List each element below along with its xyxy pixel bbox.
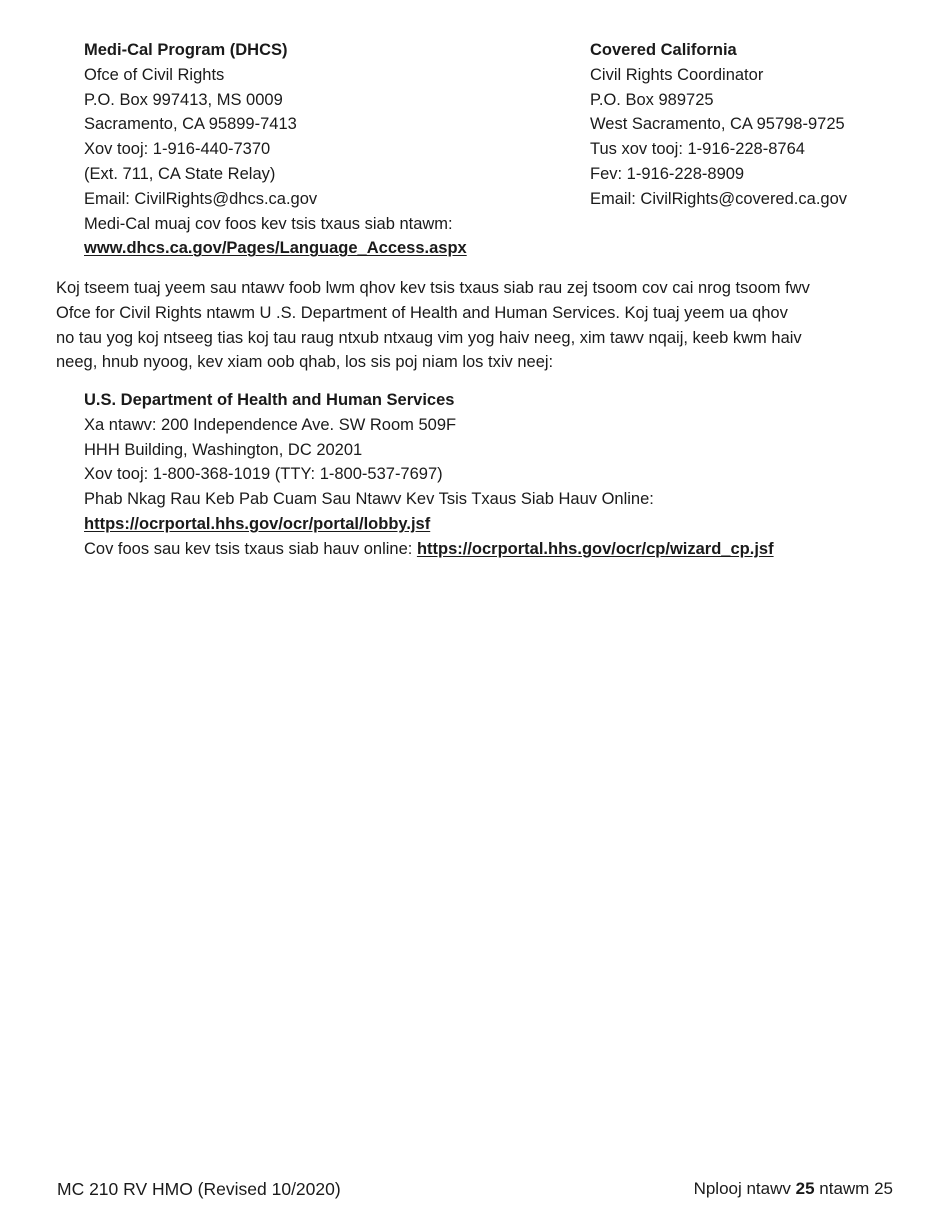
- medi-cal-forms-note: Medi-Cal muaj cov foos kev tsis txaus siab ntawm:: [84, 214, 453, 233]
- page-total: 25: [874, 1179, 893, 1198]
- medi-cal-office: Ofce of Civil Rights: [84, 65, 225, 84]
- paragraph-line: Ofce for Civil Rights ntawm U .S. Department of Health and Human Services. Koj tuaj yeem ua qhov: [56, 303, 788, 322]
- hhs-phone: Xov tooj: 1-800-368-1019 (TTY: 1-800-537-7697): [84, 465, 443, 484]
- covered-city: West Sacramento, CA 95798-9725: [590, 115, 845, 134]
- medi-cal-relay: (Ext. 711, CA State Relay): [84, 164, 276, 183]
- page-current: 25: [795, 1179, 815, 1198]
- covered-title: Covered California: [590, 41, 737, 59]
- hhs-portal-link[interactable]: https://ocrportal.hhs.gov/ocr/portal/lobby.jsf: [84, 514, 431, 533]
- paragraph-line: no tau yog koj ntseeg tias koj tau raug ntxub ntxaug vim yog haiv neeg, xim tawv nqaij, keeb kwm haiv: [56, 328, 802, 347]
- page-prefix: Nplooj ntawv: [693, 1179, 796, 1198]
- page-number: [694, 1179, 893, 1199]
- medi-cal-language-access-link[interactable]: www.dhcs.ca.gov/Pages/Language_Access.aspx: [84, 239, 467, 258]
- medi-cal-city: Sacramento, CA 95899-7413: [84, 115, 297, 134]
- hhs-portal-label: Phab Nkag Rau Keb Pab Cuam Sau Ntawv Kev Tsis Txaus Siab Hauv Online:: [84, 490, 654, 509]
- paragraph-line: Koj tseem tuaj yeem sau ntawv foob lwm qhov kev tsis txaus siab rau zej tsoom cov cai nrog tsoom fwv: [56, 279, 810, 297]
- hhs-forms-link[interactable]: https://ocrportal.hhs.gov/ocr/cp/wizard_cp.jsf: [416, 539, 774, 558]
- medi-cal-title: Medi-Cal Program (DHCS): [84, 41, 288, 59]
- medi-cal-po-box: P.O. Box 997413, MS 0009: [84, 90, 283, 109]
- hhs-building: HHH Building, Washington, DC 20201: [84, 440, 363, 459]
- form-id: MC 210 RV HMO (Revised 10/2020): [57, 1179, 341, 1199]
- medi-cal-email: Email: CivilRights@dhcs.ca.gov: [84, 189, 318, 208]
- covered-po-box: P.O. Box 989725: [590, 90, 714, 109]
- covered-fax: Fev: 1-916-228-8909: [590, 164, 745, 183]
- covered-california-contact: [590, 38, 847, 212]
- hhs-title: U.S. Department of Health and Human Services: [84, 391, 455, 409]
- covered-coordinator: Civil Rights Coordinator: [590, 65, 764, 84]
- medi-cal-phone: Xov tooj: 1-916-440-7370: [84, 140, 271, 159]
- medi-cal-contact: [84, 38, 467, 261]
- page-middle: ntawm: [814, 1179, 875, 1198]
- hhs-address: Xa ntawv: 200 Independence Ave. SW Room 509F: [84, 415, 457, 434]
- hhs-contact: [84, 388, 774, 562]
- hhs-forms-label: Cov foos sau kev tsis txaus siab hauv online:: [84, 539, 417, 558]
- covered-phone: Tus xov tooj: 1-916-228-8764: [590, 140, 805, 159]
- paragraph-line: neeg, hnub nyoog, kev xiam oob qhab, los sis poj niam los txiv neej:: [56, 353, 554, 372]
- covered-email: Email: CivilRights@covered.ca.gov: [590, 189, 848, 208]
- complaint-paragraph: [56, 276, 906, 375]
